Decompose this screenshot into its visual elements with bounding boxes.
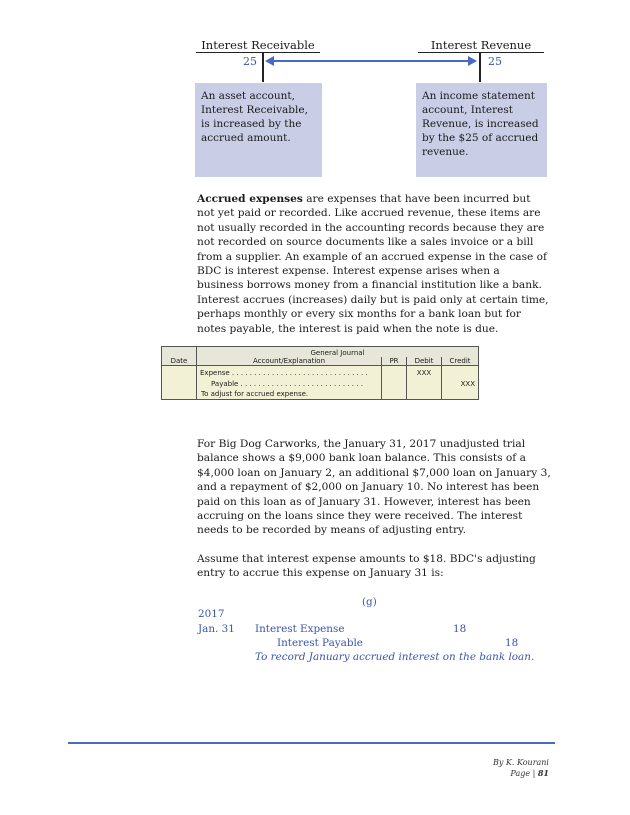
journal-header-pr: PR	[382, 357, 407, 366]
journal-title: General Journal	[197, 347, 479, 358]
footer-author: By K. Kourani	[492, 758, 549, 767]
note-box-asset: An asset account, Interest Receivable, is increased by the accrued amount.	[195, 83, 322, 177]
journal-header-account: Account/Explanation	[197, 357, 382, 366]
journal-account-cell: Payable . . . . . . . . . . . . . . . . . . . . . . . . . . . .	[197, 377, 382, 388]
journal-row	[162, 377, 479, 388]
t-account-top-line	[196, 52, 320, 53]
entry-credit-amount: 18	[505, 637, 519, 649]
general-journal-table	[161, 346, 479, 400]
entry-credit-account: Interest Payable	[277, 637, 363, 649]
entry-date: Jan. 31	[198, 623, 235, 635]
accrued-expenses-term: Accrued expenses	[197, 193, 303, 205]
entry-explanation: To record January accrued interest on the bank loan.	[255, 651, 535, 663]
journal-account-cell: Expense . . . . . . . . . . . . . . . . . . . . . . . . . . . . . . .	[197, 366, 382, 378]
journal-credit-cell	[442, 366, 479, 378]
t-account-vertical-line	[479, 52, 481, 82]
journal-debit-cell: XXX	[407, 366, 442, 378]
entry-debit-amount: 18	[453, 623, 467, 635]
journal-debit-cell	[407, 377, 442, 388]
journal-row	[162, 388, 479, 400]
journal-explanation-cell: To adjust for accrued expense.	[197, 388, 382, 400]
t-account-title-interest-revenue: Interest Revenue	[430, 38, 532, 52]
journal-header-blank	[162, 347, 197, 358]
entry-debit-account: Interest Expense	[255, 623, 345, 635]
t-account-title-interest-receivable: Interest Receivable	[201, 38, 315, 52]
footer-page-number: 81	[537, 768, 549, 778]
t-account-credit-amount: 25	[488, 55, 502, 68]
t-account-vertical-line	[262, 52, 264, 82]
journal-row	[162, 366, 479, 378]
footer-page-prefix: Page |	[510, 769, 538, 778]
journal-header-date: Date	[162, 357, 197, 366]
note-box-income: An income statement account, Interest Revenue, is increased by the $25 of accrued revenue.	[416, 83, 547, 177]
adjusting-entry-intro: Assume that interest expense amounts to $18. BDC's adjusting entry to accrue this expense on January 31 is:	[197, 553, 536, 580]
arrow-line	[273, 60, 469, 62]
bdc-loan-paragraph: For Big Dog Carworks, the January 31, 2017 unadjusted trial balance shows a $9,000 bank loan balance. This consists of a $4,000 loan on January 2, an additional $7,000 loan on January 3, and a repayment of $2,000 on January 10. No interest has been paid on this loan as of January 31. However, interest has been accruing on the loans since they were received. The interest needs to be recorded by means of adjusting entry.	[197, 438, 551, 537]
footer-rule	[68, 742, 555, 744]
journal-date-cell	[162, 366, 197, 400]
arrow-right-icon	[468, 56, 477, 66]
journal-header-credit: Credit	[442, 357, 479, 366]
t-account-debit-amount: 25	[243, 55, 257, 68]
journal-credit-cell: XXX	[442, 377, 479, 388]
accrued-expenses-text: are expenses that have been incurred but not yet paid or recorded. Like accrued revenue, these items are not usually recorded in the accounting records because they are not recorded on source documents like a sales invoice or a bill from a supplier. An example of an accrued expense in the case of BDC is interest expense. Interest expense arises when a business borrows money from a financial institution like a bank. Interest accrues (increases) daily but is paid only at certain time, perhaps monthly or every six months for a bank loan but for notes payable, the interest is paid when the note is due.	[197, 193, 549, 335]
footer-page	[400, 768, 549, 779]
t-account-top-line	[418, 52, 544, 53]
accrued-expenses-paragraph	[197, 192, 549, 336]
journal-credit-cell	[442, 388, 479, 400]
entry-label: (g)	[362, 596, 377, 608]
journal-header-debit: Debit	[407, 357, 442, 366]
entry-year: 2017	[198, 608, 225, 620]
journal-pr-cell	[382, 366, 407, 400]
journal-debit-cell	[407, 388, 442, 400]
